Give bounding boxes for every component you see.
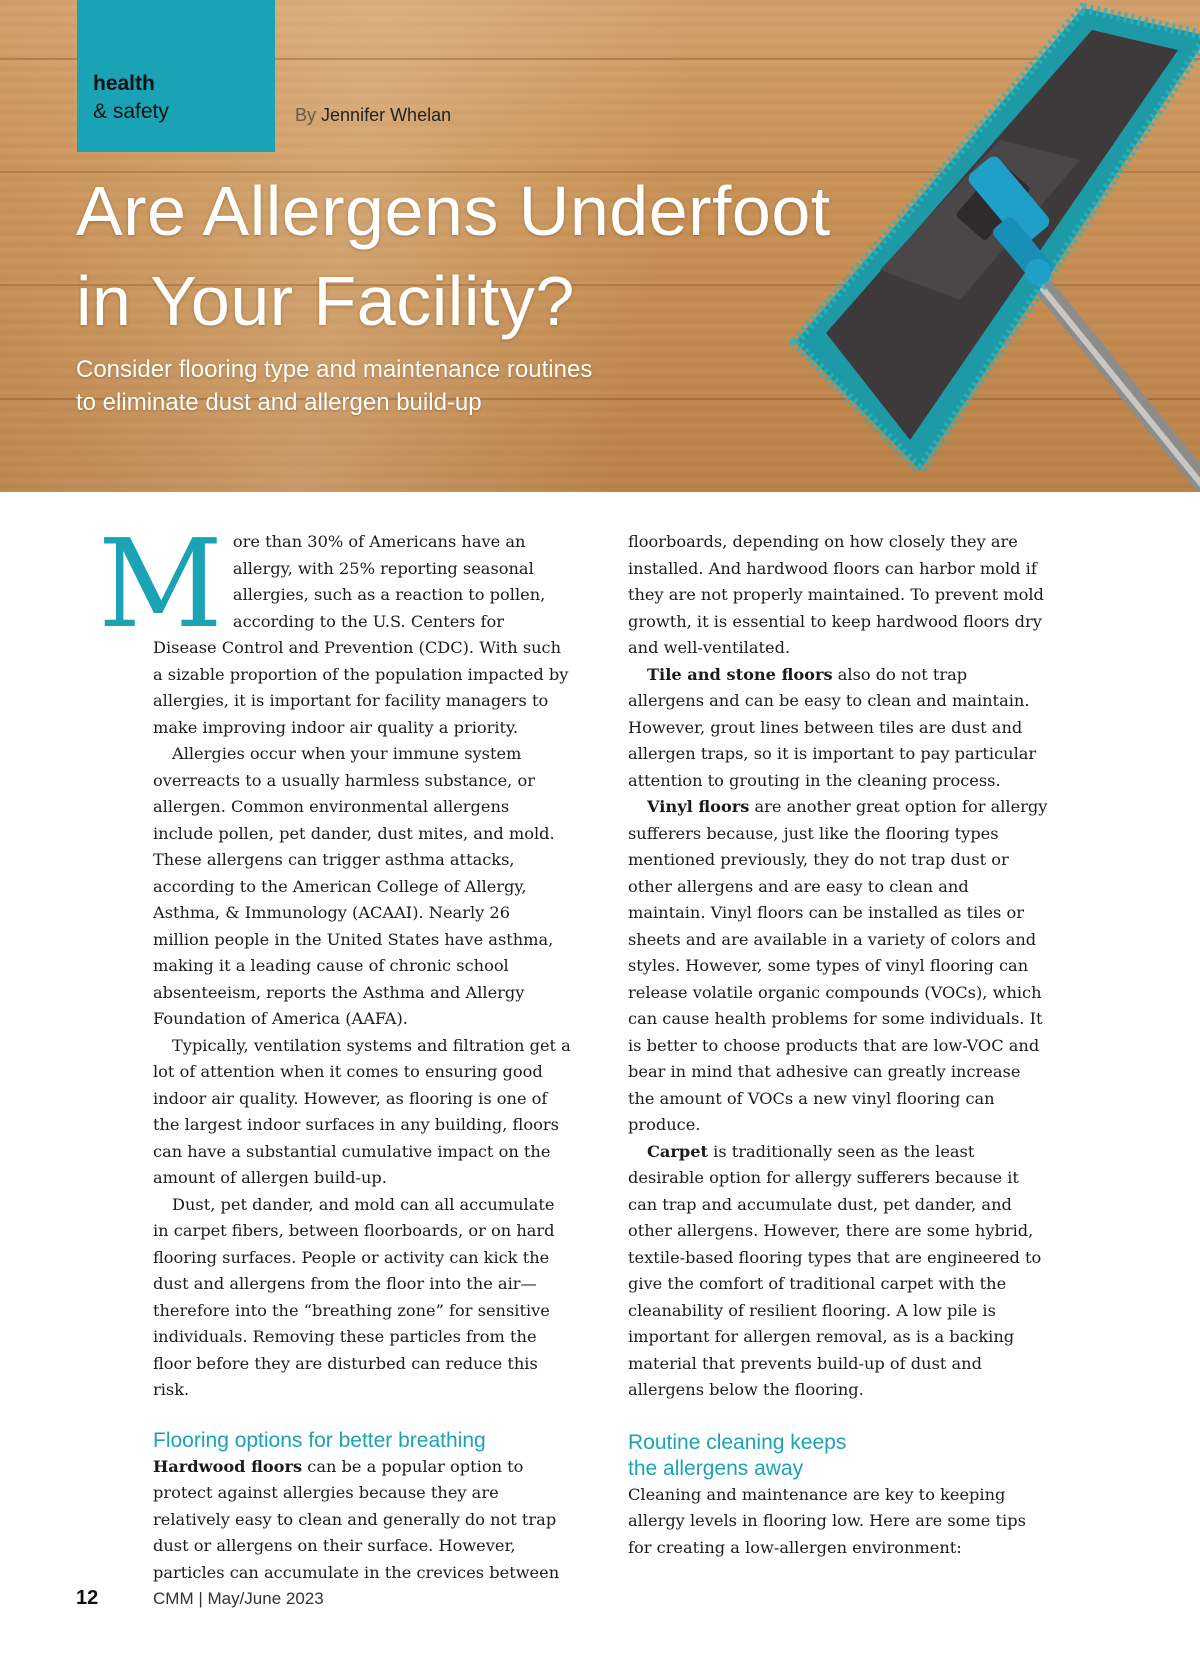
headline-line-1: Are Allergens Underfoot [76,172,831,250]
term-vinyl: Vinyl floors [647,797,750,816]
tile-text: also do not trap allergens and can be easy to clean and maintain. However, grout lines between tiles are dust and allergen traps, so it is important to pay particular attention to grouting in the cleaning process. [628,664,1037,790]
headline-line-2: in Your Facility? [76,262,575,340]
section-tag-safety: & safety [93,100,169,123]
subheading-routine-line-1: Routine cleaning keeps [628,1430,847,1454]
body-paragraph-hardwood [153,1454,571,1587]
body-paragraph-tile [628,662,1048,795]
article-subhead [76,353,796,419]
byline-prefix: By [295,105,317,125]
term-tile-stone: Tile and stone floors [647,664,833,684]
drop-cap: M [98,513,223,655]
byline [295,105,451,126]
subheading-flooring-options: Flooring options for better breathing [153,1428,486,1452]
subhead-line-1: Consider flooring type and maintenance routines [76,356,593,383]
body-paragraph-intro [98,513,571,741]
publication-footer: CMM | May/June 2023 [153,1589,324,1608]
vinyl-text: are another great option for allergy sufferers because, just like the flooring types mentioned previously, they do not trap dust or other allergens and are easy to clean and maintain. Vinyl floors can be installed as tiles or sheets and are available in a variety of colors and styles. However, some types of vinyl flooring can release volatile organic compounds (VOCs), which can cause health problems for some individuals. It is better to choose products that are low-VOC and bear in mind that adhesive can greatly increase the amount of VOCs a new vinyl flooring can produce. [628,797,1048,1134]
body-column-right [628,529,1048,1561]
article-headline [76,166,1076,346]
intro-text: ore than 30% of Americans have an allergy, with 25% reporting seasonal allergies, such as a reaction to pollen, according to the U.S. Centers for Disease Control and Prevention (CDC). With such a sizable proportion of the population impacted by allergies, it is important for facility managers to make improving indoor air quality a priority. [153,532,569,737]
byline-author: Jennifer Whelan [321,105,452,125]
subheading-routine-line-2: the allergens away [628,1456,804,1480]
subhead-line-2: to eliminate dust and allergen build-up [76,389,482,416]
carpet-text: is traditionally seen as the least desirable option for allergy sufferers because it can trap and accumulate dust, pet dander, and other allergens. However, there are some hybrid, textile-based flooring types that are engineered to give the comfort of traditional carpet with the cleanability of resilient flooring. A low pile is important for allergen removal, as is a backing material that prevents build-up of dust and allergens below the flooring. [628,1141,1042,1399]
section-tag [77,0,275,152]
term-carpet: Carpet [647,1141,708,1161]
body-paragraph: Dust, pet dander, and mold can all accumulate in carpet fibers, between floorboards, or on hard flooring surfaces. People or activity can kick the dust and allergens from the floor into the air—therefore into the “breathing zone” for sensitive individuals. Removing these particles from the floor before they are disturbed can reduce this risk. [153,1194,555,1399]
body-paragraph-vinyl [628,794,1048,1139]
hardwood-text: can be a popular option to protect against allergies because they are relatively easy to clean and generally do not trap dust or allergens on their surface. However, particles can accumulate in the crevices between [153,1456,560,1582]
body-paragraph-routine: Cleaning and maintenance are key to keeping allergy levels in flooring low. Here are some tips for creating a low-allergen environment: [628,1484,1026,1557]
term-hardwood: Hardwood floors [153,1456,303,1476]
page-number: 12 [76,1587,99,1609]
body-paragraph: Typically, ventilation systems and filtration get a lot of attention when it comes to ensuring good indoor air quality. However, as flooring is one of the largest indoor surfaces in any building, floors can have a substantial cumulative impact on the amount of allergen build-up. [153,1035,571,1187]
body-column-left [98,513,571,1586]
hero-banner [0,0,1200,492]
body-paragraph-carpet [628,1139,1048,1404]
section-tag-health: health [93,72,155,95]
body-paragraph: Allergies occur when your immune system overreacts to a usually harmless substance, or allergen. Common environmental allergens include pollen, pet dander, dust mites, and mold. These allergens can trigger asthma attacks, according to the American College of Allergy, Asthma, & Immunology (ACAAI). Nearly 26 million people in the United States have asthma, making it a leading cause of chronic school absenteeism, reports the Asthma and Allergy Foundation of America (AAFA). [153,744,555,1028]
body-paragraph-hardwood-cont: floorboards, depending on how closely they are installed. And hardwood floors can harbor mold if they are not properly maintained. To prevent mold growth, it is essential to keep hardwood floors dry and well-ventilated. [628,532,1044,657]
subheading-routine-cleaning [628,1430,1048,1482]
